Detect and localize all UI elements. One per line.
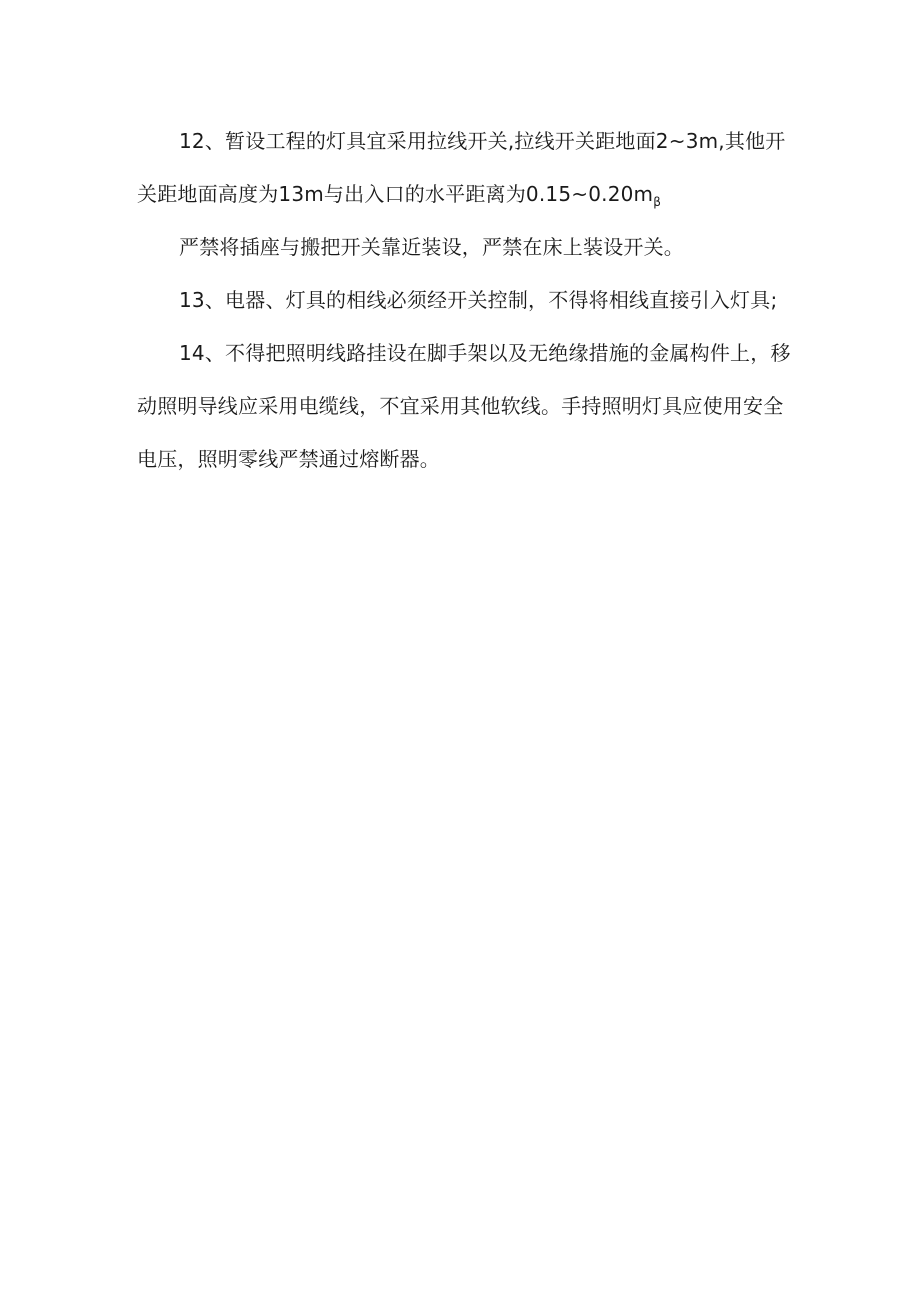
paragraph-14 xyxy=(137,338,791,474)
paragraph-prohibition xyxy=(137,232,787,262)
paragraph-line: 14、不得把照明线路挂设在脚手架以及无绝缘措施的金属构件上，移 xyxy=(179,341,791,365)
paragraph-line: 电压，照明零线严禁通过熔断器。 xyxy=(137,447,440,471)
paragraph-line xyxy=(137,179,787,209)
subscript-mark: β xyxy=(653,195,662,209)
document-body xyxy=(137,126,791,497)
paragraph-12 xyxy=(137,126,787,209)
paragraph-line: 动照明导线应采用电缆线，不宜采用其他软线。手持照明灯具应使用安全 xyxy=(137,394,784,418)
paragraph-line-text: 关距地面高度为13m与出入口的水平距离为0.15~0.20m xyxy=(137,182,654,206)
paragraph-line: 13、电器、灯具的相线必须经开关控制，不得将相线直接引入灯具; xyxy=(179,288,778,312)
paragraph-line: 严禁将插座与搬把开关靠近装设，严禁在床上装设开关。 xyxy=(179,235,684,259)
paragraph-line: 12、暂设工程的灯具宜采用拉线开关,拉线开关距地面2~3m,其他开 xyxy=(179,129,786,153)
paragraph-13 xyxy=(137,285,787,315)
